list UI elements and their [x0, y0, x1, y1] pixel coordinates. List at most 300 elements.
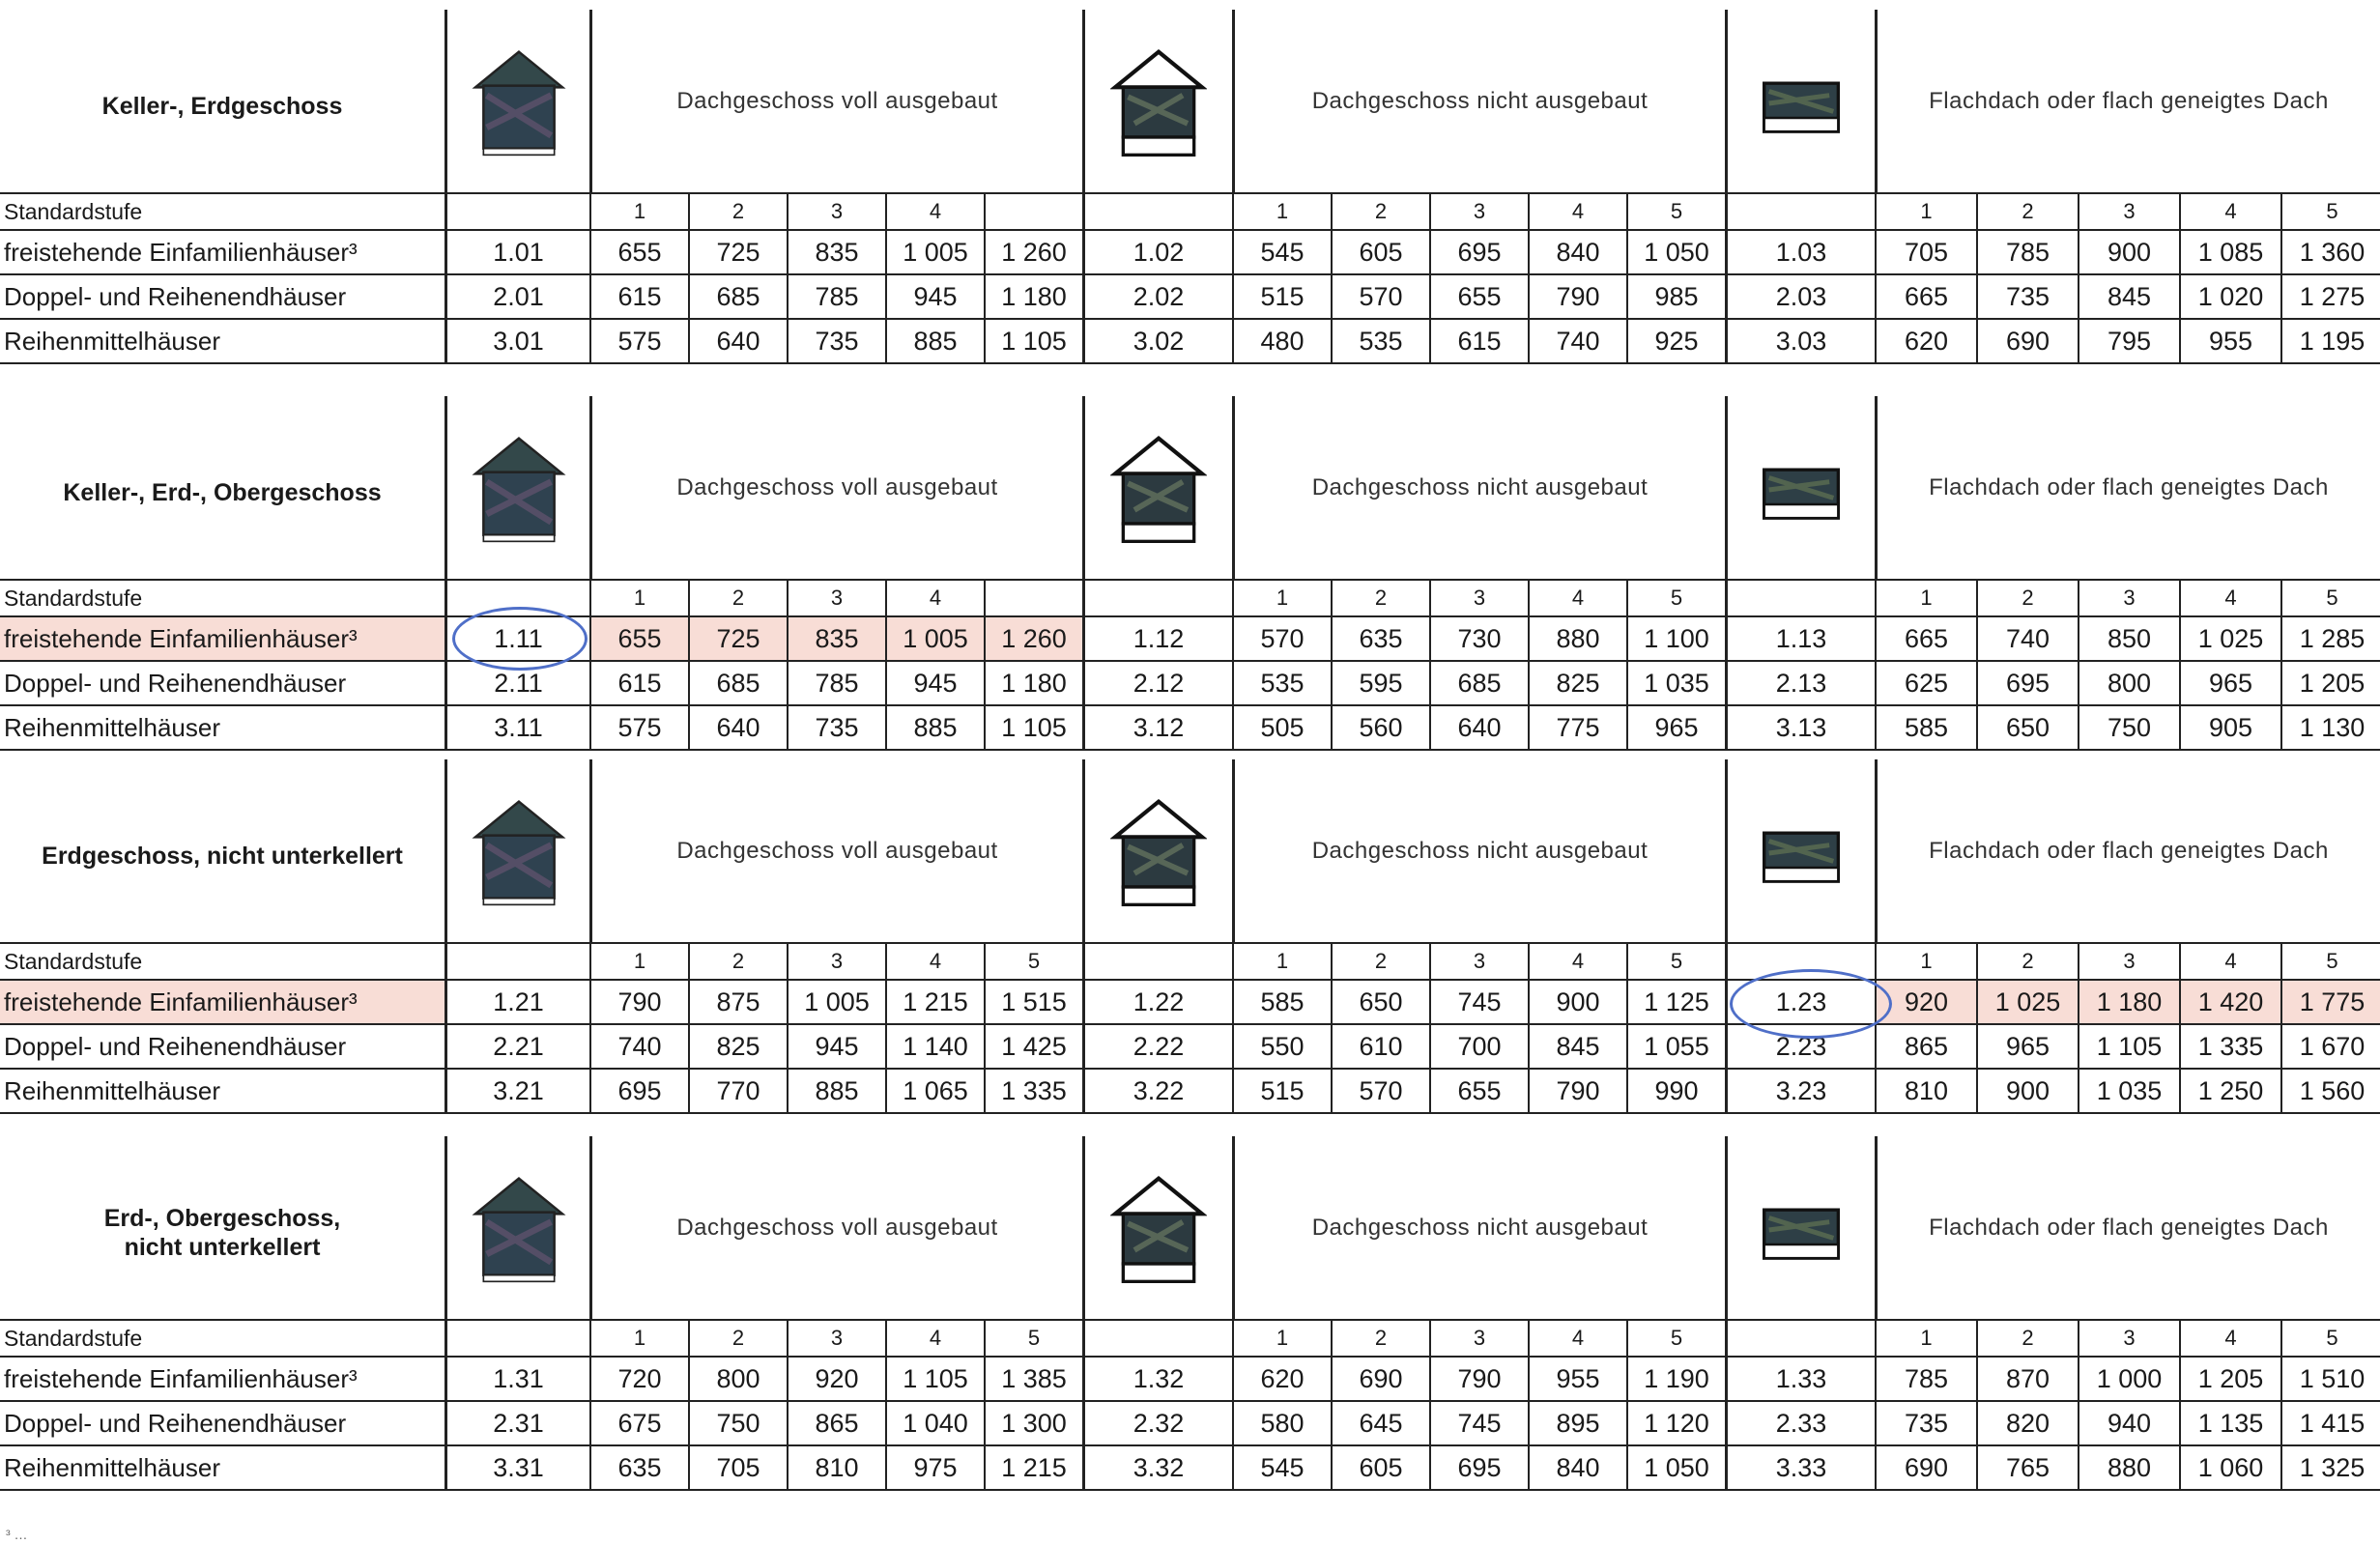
cost-value: 1 335 — [2179, 1024, 2280, 1069]
block-title: Keller-, Erdgeschoss — [101, 93, 343, 120]
cost-value: 735 — [787, 319, 885, 363]
cost-value: 1 005 — [787, 980, 885, 1024]
row-label: Reihenmittelhäuser — [4, 1452, 221, 1482]
cost-value: 1 205 — [2280, 661, 2380, 705]
cost-value: 690 — [1976, 319, 2078, 363]
cost-value: 745 — [1429, 1401, 1528, 1445]
cost-value: 865 — [1875, 1024, 1976, 1069]
cost-value: 640 — [688, 705, 787, 750]
cost-value: 1 000 — [2078, 1357, 2179, 1401]
cost-value: 665 — [1875, 274, 1976, 319]
cost-value: 1 105 — [984, 705, 1082, 750]
column-header-full: Dachgeschoss voll ausgebaut — [589, 759, 1082, 943]
cost-value: 740 — [1976, 616, 2078, 661]
cost-value: 845 — [2078, 274, 2179, 319]
cost-value: 585 — [1875, 705, 1976, 750]
column-header-none: Dachgeschoss nicht ausgebaut — [1232, 1136, 1725, 1320]
type-code: 2.02 — [1082, 274, 1232, 319]
cost-value: 985 — [1626, 274, 1725, 319]
table-rule — [0, 942, 2380, 944]
cost-value: 875 — [688, 980, 787, 1024]
cost-value: 800 — [2078, 661, 2179, 705]
type-code: 3.33 — [1725, 1445, 1875, 1490]
cost-value: 835 — [787, 230, 885, 274]
column-header-full: Dachgeschoss voll ausgebaut — [589, 10, 1082, 193]
table-block — [0, 10, 2380, 363]
cost-value: 685 — [688, 274, 787, 319]
cost-value: 740 — [1528, 319, 1626, 363]
cost-value: 705 — [1875, 230, 1976, 274]
type-code: 2.32 — [1082, 1401, 1232, 1445]
cost-value: 1 055 — [1626, 1024, 1725, 1069]
cost-value: 735 — [787, 705, 885, 750]
pen-circle — [452, 607, 588, 671]
cost-value: 690 — [1875, 1445, 1976, 1490]
cost-value: 1 670 — [2280, 1024, 2380, 1069]
column-header-none: Dachgeschoss nicht ausgebaut — [1232, 10, 1725, 193]
standard-level-cell: 2 — [688, 580, 787, 616]
column-header-none: Dachgeschoss nicht ausgebaut — [1232, 759, 1725, 943]
cost-value: 655 — [1429, 1069, 1528, 1113]
cost-value: 770 — [688, 1069, 787, 1113]
standard-level-cell: 3 — [1429, 193, 1528, 230]
cost-value: 595 — [1331, 661, 1429, 705]
cost-value: 1 085 — [2179, 230, 2280, 274]
cost-value: 955 — [2179, 319, 2280, 363]
column-header-flat: Flachdach oder flach geneigtes Dach — [1875, 396, 2380, 580]
cost-value: 745 — [1429, 980, 1528, 1024]
standard-level-cell: 3 — [1429, 943, 1528, 980]
cost-value: 1 215 — [984, 1445, 1082, 1490]
standard-level-cell: 4 — [885, 580, 984, 616]
cost-value: 900 — [1528, 980, 1626, 1024]
cost-value: 635 — [1331, 616, 1429, 661]
cost-value: 990 — [1626, 1069, 1725, 1113]
standard-level-cell: 1 — [589, 193, 688, 230]
cost-value: 535 — [1232, 661, 1331, 705]
cost-value: 1 325 — [2280, 1445, 2380, 1490]
cost-value: 800 — [688, 1357, 787, 1401]
column-header-flat: Flachdach oder flach geneigtes Dach — [1875, 1136, 2380, 1320]
type-code: 2.13 — [1725, 661, 1875, 705]
cost-value: 640 — [1429, 705, 1528, 750]
cost-value: 925 — [1626, 319, 1725, 363]
cost-value: 945 — [787, 1024, 885, 1069]
cost-value: 640 — [688, 319, 787, 363]
cost-value: 1 385 — [984, 1357, 1082, 1401]
cost-value: 885 — [885, 319, 984, 363]
standard-level-cell: 1 — [1875, 1320, 1976, 1357]
cost-value: 1 180 — [984, 274, 1082, 319]
standard-label: Standardstufe — [4, 1325, 143, 1351]
cost-value: 725 — [688, 230, 787, 274]
type-code: 3.32 — [1082, 1445, 1232, 1490]
cost-value: 570 — [1331, 1069, 1429, 1113]
standard-level-cell: 2 — [1331, 193, 1429, 230]
cost-value: 1 425 — [984, 1024, 1082, 1069]
cost-value: 515 — [1232, 1069, 1331, 1113]
cost-value: 695 — [589, 1069, 688, 1113]
row-label: Reihenmittelhäuser — [4, 712, 221, 742]
cost-value: 1 140 — [885, 1024, 984, 1069]
cost-value: 845 — [1528, 1024, 1626, 1069]
cost-value: 865 — [787, 1401, 885, 1445]
standard-level-cell: 3 — [2078, 580, 2179, 616]
cost-value: 1 005 — [885, 230, 984, 274]
block-title: Keller-, Erd-, Obergeschoss — [63, 479, 382, 506]
column-header-full: Dachgeschoss voll ausgebaut — [589, 396, 1082, 580]
standard-level-cell: 4 — [2179, 1320, 2280, 1357]
type-code: 2.11 — [444, 661, 589, 705]
cost-value: 1 120 — [1626, 1401, 1725, 1445]
cost-value: 655 — [589, 230, 688, 274]
cost-value: 740 — [589, 1024, 688, 1069]
cost-value: 570 — [1331, 274, 1429, 319]
standard-level-cell: 1 — [1232, 193, 1331, 230]
cost-value: 575 — [589, 319, 688, 363]
cost-value: 1 260 — [984, 616, 1082, 661]
cost-value: 1 195 — [2280, 319, 2380, 363]
type-code: 1.23 — [1725, 980, 1875, 1024]
cost-value: 650 — [1331, 980, 1429, 1024]
cost-value: 785 — [787, 274, 885, 319]
cost-value: 1 360 — [2280, 230, 2380, 274]
cost-value: 1 060 — [2179, 1445, 2280, 1490]
cost-value: 1 065 — [885, 1069, 984, 1113]
cost-value: 1 040 — [885, 1401, 984, 1445]
cost-value: 1 035 — [1626, 661, 1725, 705]
cost-value: 790 — [589, 980, 688, 1024]
standard-level-cell: 3 — [2078, 193, 2179, 230]
cost-value: 720 — [589, 1357, 688, 1401]
cost-value: 900 — [1976, 1069, 2078, 1113]
cost-value: 1 105 — [984, 319, 1082, 363]
cost-value: 1 180 — [2078, 980, 2179, 1024]
standard-level-cell: 1 — [589, 943, 688, 980]
type-code: 3.03 — [1725, 319, 1875, 363]
cost-value: 775 — [1528, 705, 1626, 750]
cost-value: 695 — [1976, 661, 2078, 705]
cost-value: 810 — [1875, 1069, 1976, 1113]
cost-value: 645 — [1331, 1401, 1429, 1445]
standard-level-cell: 3 — [787, 193, 885, 230]
standard-level-cell: 3 — [787, 943, 885, 980]
type-code: 2.21 — [444, 1024, 589, 1069]
standard-level-cell: 1 — [1232, 580, 1331, 616]
type-code: 1.21 — [444, 980, 589, 1024]
type-code: 3.22 — [1082, 1069, 1232, 1113]
cost-value: 1 515 — [984, 980, 1082, 1024]
cost-value: 1 050 — [1626, 230, 1725, 274]
column-header-full: Dachgeschoss voll ausgebaut — [589, 1136, 1082, 1320]
cost-value: 705 — [688, 1445, 787, 1490]
column-header-none: Dachgeschoss nicht ausgebaut — [1232, 396, 1725, 580]
cost-value: 850 — [2078, 616, 2179, 661]
cost-value: 695 — [1429, 230, 1528, 274]
table-block — [0, 396, 2380, 750]
cost-value: 885 — [885, 705, 984, 750]
cost-value: 665 — [1875, 616, 1976, 661]
type-code: 1.11 — [444, 616, 589, 661]
cost-value: 1 020 — [2179, 274, 2280, 319]
row-label: freistehende Einfamilienhäuser³ — [4, 1363, 358, 1393]
cost-value: 810 — [787, 1445, 885, 1490]
standard-level-cell: 5 — [2280, 580, 2380, 616]
standard-level-cell: 5 — [2280, 943, 2380, 980]
type-code: 1.01 — [444, 230, 589, 274]
cost-value: 820 — [1976, 1401, 2078, 1445]
cost-value: 1 205 — [2179, 1357, 2280, 1401]
cost-value: 690 — [1331, 1357, 1429, 1401]
type-code: 3.23 — [1725, 1069, 1875, 1113]
standard-level-cell: 5 — [1626, 1320, 1725, 1357]
cost-value: 615 — [589, 274, 688, 319]
cost-value: 580 — [1232, 1401, 1331, 1445]
cost-value: 735 — [1875, 1401, 1976, 1445]
cost-value: 615 — [1429, 319, 1528, 363]
cost-value: 685 — [1429, 661, 1528, 705]
cost-value: 1 420 — [2179, 980, 2280, 1024]
cost-value: 545 — [1232, 230, 1331, 274]
cost-value: 885 — [787, 1069, 885, 1113]
type-code: 3.01 — [444, 319, 589, 363]
row-label: Doppel- und Reihenendhäuser — [4, 668, 347, 698]
table-rule — [0, 1319, 2380, 1321]
row-label: Reihenmittelhäuser — [4, 326, 221, 356]
cost-value: 545 — [1232, 1445, 1331, 1490]
cost-value: 585 — [1232, 980, 1331, 1024]
cost-value: 965 — [2179, 661, 2280, 705]
row-label: freistehende Einfamilienhäuser³ — [4, 986, 358, 1016]
type-code: 2.03 — [1725, 274, 1875, 319]
cost-value: 785 — [1976, 230, 2078, 274]
cost-value: 1 250 — [2179, 1069, 2280, 1113]
standard-level-cell: 2 — [1976, 580, 2078, 616]
row-label: freistehende Einfamilienhäuser³ — [4, 237, 358, 267]
standard-level-cell: 4 — [2179, 580, 2280, 616]
cost-value: 965 — [1976, 1024, 2078, 1069]
block-title: Erdgeschoss, nicht unterkellert — [42, 843, 403, 870]
cost-value: 920 — [787, 1357, 885, 1401]
cost-value: 895 — [1528, 1401, 1626, 1445]
cost-value: 1 005 — [885, 616, 984, 661]
cost-value: 835 — [787, 616, 885, 661]
cost-value: 700 — [1429, 1024, 1528, 1069]
standard-level-cell: 1 — [1232, 1320, 1331, 1357]
standard-level-cell: 3 — [2078, 1320, 2179, 1357]
cost-value: 940 — [2078, 1401, 2179, 1445]
table-rule — [0, 192, 2380, 194]
cost-value: 905 — [2179, 705, 2280, 750]
cost-value: 1 335 — [984, 1069, 1082, 1113]
row-label: Doppel- und Reihenendhäuser — [4, 281, 347, 311]
cost-value: 840 — [1528, 230, 1626, 274]
standard-level-cell: 3 — [2078, 943, 2179, 980]
type-code: 3.21 — [444, 1069, 589, 1113]
cost-value: 570 — [1232, 616, 1331, 661]
cost-value: 655 — [1429, 274, 1528, 319]
cost-value: 620 — [1232, 1357, 1331, 1401]
standard-level-cell: 4 — [2179, 193, 2280, 230]
type-code: 3.31 — [444, 1445, 589, 1490]
cost-value: 615 — [589, 661, 688, 705]
cost-value: 1 190 — [1626, 1357, 1725, 1401]
standard-level-cell: 4 — [1528, 1320, 1626, 1357]
cost-value: 1 215 — [885, 980, 984, 1024]
table-block — [0, 1136, 2380, 1490]
cost-value: 825 — [688, 1024, 787, 1069]
cost-value: 725 — [688, 616, 787, 661]
standard-level-cell: 5 — [1626, 193, 1725, 230]
cost-value: 650 — [1976, 705, 2078, 750]
cost-value: 1 100 — [1626, 616, 1725, 661]
cost-value: 790 — [1528, 274, 1626, 319]
cost-value: 730 — [1429, 616, 1528, 661]
standard-level-cell — [984, 580, 1082, 616]
type-code: 1.02 — [1082, 230, 1232, 274]
row-label: freistehende Einfamilienhäuser³ — [4, 623, 358, 653]
type-code: 3.02 — [1082, 319, 1232, 363]
cost-value: 1 025 — [1976, 980, 2078, 1024]
standard-level-cell: 1 — [1875, 943, 1976, 980]
type-code: 3.11 — [444, 705, 589, 750]
standard-label: Standardstufe — [4, 948, 143, 974]
cost-value: 1 105 — [885, 1357, 984, 1401]
cost-value: 735 — [1976, 274, 2078, 319]
standard-level-cell: 4 — [885, 193, 984, 230]
standard-level-cell: 1 — [1875, 580, 1976, 616]
cost-value: 880 — [1528, 616, 1626, 661]
type-code: 1.31 — [444, 1357, 589, 1401]
cost-value: 965 — [1626, 705, 1725, 750]
cost-value: 625 — [1875, 661, 1976, 705]
standard-level-cell: 2 — [688, 1320, 787, 1357]
standard-level-cell: 1 — [1232, 943, 1331, 980]
cost-value: 560 — [1331, 705, 1429, 750]
standard-level-cell: 3 — [1429, 580, 1528, 616]
type-code: 2.01 — [444, 274, 589, 319]
table-rule — [0, 579, 2380, 581]
footnote: ³ … — [6, 1527, 28, 1542]
pen-circle — [1730, 969, 1892, 1039]
cost-value: 900 — [2078, 230, 2179, 274]
standard-level-cell: 2 — [688, 193, 787, 230]
standard-level-cell — [984, 193, 1082, 230]
standard-level-cell: 4 — [2179, 943, 2280, 980]
standard-level-cell: 4 — [1528, 193, 1626, 230]
cost-value: 610 — [1331, 1024, 1429, 1069]
cost-value: 945 — [885, 274, 984, 319]
standard-level-cell: 4 — [885, 1320, 984, 1357]
cost-value: 635 — [589, 1445, 688, 1490]
cost-value: 575 — [589, 705, 688, 750]
cost-value: 505 — [1232, 705, 1331, 750]
standard-label: Standardstufe — [4, 198, 143, 224]
cost-value: 975 — [885, 1445, 984, 1490]
cost-value: 765 — [1976, 1445, 2078, 1490]
type-code: 3.13 — [1725, 705, 1875, 750]
cost-value: 675 — [589, 1401, 688, 1445]
type-code: 1.03 — [1725, 230, 1875, 274]
standard-level-cell: 1 — [589, 1320, 688, 1357]
cost-value: 1 260 — [984, 230, 1082, 274]
cost-value: 480 — [1232, 319, 1331, 363]
cost-value: 605 — [1331, 1445, 1429, 1490]
standard-level-cell: 5 — [1626, 943, 1725, 980]
type-code: 2.12 — [1082, 661, 1232, 705]
cost-value: 1 135 — [2179, 1401, 2280, 1445]
cost-value: 1 180 — [984, 661, 1082, 705]
cost-value: 655 — [589, 616, 688, 661]
cost-value: 920 — [1875, 980, 1976, 1024]
type-code: 2.22 — [1082, 1024, 1232, 1069]
type-code: 2.33 — [1725, 1401, 1875, 1445]
cost-value: 1 560 — [2280, 1069, 2380, 1113]
type-code: 2.23 — [1725, 1024, 1875, 1069]
cost-value: 1 105 — [2078, 1024, 2179, 1069]
standard-level-cell: 3 — [787, 580, 885, 616]
standard-level-cell: 2 — [1331, 580, 1429, 616]
standard-level-cell: 5 — [984, 943, 1082, 980]
cost-value: 870 — [1976, 1357, 2078, 1401]
standard-level-cell: 3 — [1429, 1320, 1528, 1357]
standard-level-cell: 2 — [688, 943, 787, 980]
cost-value: 785 — [1875, 1357, 1976, 1401]
cost-value: 695 — [1429, 1445, 1528, 1490]
cost-value: 1 035 — [2078, 1069, 2179, 1113]
cost-value: 750 — [688, 1401, 787, 1445]
block-title: Erd-, Obergeschoss, nicht unterkellert — [103, 1205, 341, 1261]
cost-value: 785 — [787, 661, 885, 705]
standard-label: Standardstufe — [4, 585, 143, 611]
cost-value: 1 415 — [2280, 1401, 2380, 1445]
standard-level-cell: 1 — [1875, 193, 1976, 230]
type-code: 1.12 — [1082, 616, 1232, 661]
cost-value: 685 — [688, 661, 787, 705]
standard-level-cell: 5 — [2280, 1320, 2380, 1357]
type-code: 1.33 — [1725, 1357, 1875, 1401]
cost-value: 535 — [1331, 319, 1429, 363]
cost-value: 550 — [1232, 1024, 1331, 1069]
cost-value: 1 025 — [2179, 616, 2280, 661]
cost-value: 945 — [885, 661, 984, 705]
standard-level-cell: 5 — [984, 1320, 1082, 1357]
type-code: 1.22 — [1082, 980, 1232, 1024]
cost-value: 1 300 — [984, 1401, 1082, 1445]
cost-value: 955 — [1528, 1357, 1626, 1401]
cost-value: 750 — [2078, 705, 2179, 750]
type-code: 1.32 — [1082, 1357, 1232, 1401]
cost-value: 1 510 — [2280, 1357, 2380, 1401]
standard-level-cell: 4 — [1528, 943, 1626, 980]
standard-level-cell: 3 — [787, 1320, 885, 1357]
cost-value: 515 — [1232, 274, 1331, 319]
cost-value: 620 — [1875, 319, 1976, 363]
type-code: 2.31 — [444, 1401, 589, 1445]
standard-level-cell: 5 — [2280, 193, 2380, 230]
cost-value: 790 — [1429, 1357, 1528, 1401]
cost-value: 1 275 — [2280, 274, 2380, 319]
standard-level-cell: 4 — [885, 943, 984, 980]
cost-value: 840 — [1528, 1445, 1626, 1490]
cost-value: 880 — [2078, 1445, 2179, 1490]
standard-level-cell: 2 — [1976, 943, 2078, 980]
standard-level-cell: 2 — [1331, 1320, 1429, 1357]
standard-level-cell: 1 — [589, 580, 688, 616]
cost-value: 790 — [1528, 1069, 1626, 1113]
standard-level-cell: 2 — [1976, 1320, 2078, 1357]
cost-value: 605 — [1331, 230, 1429, 274]
